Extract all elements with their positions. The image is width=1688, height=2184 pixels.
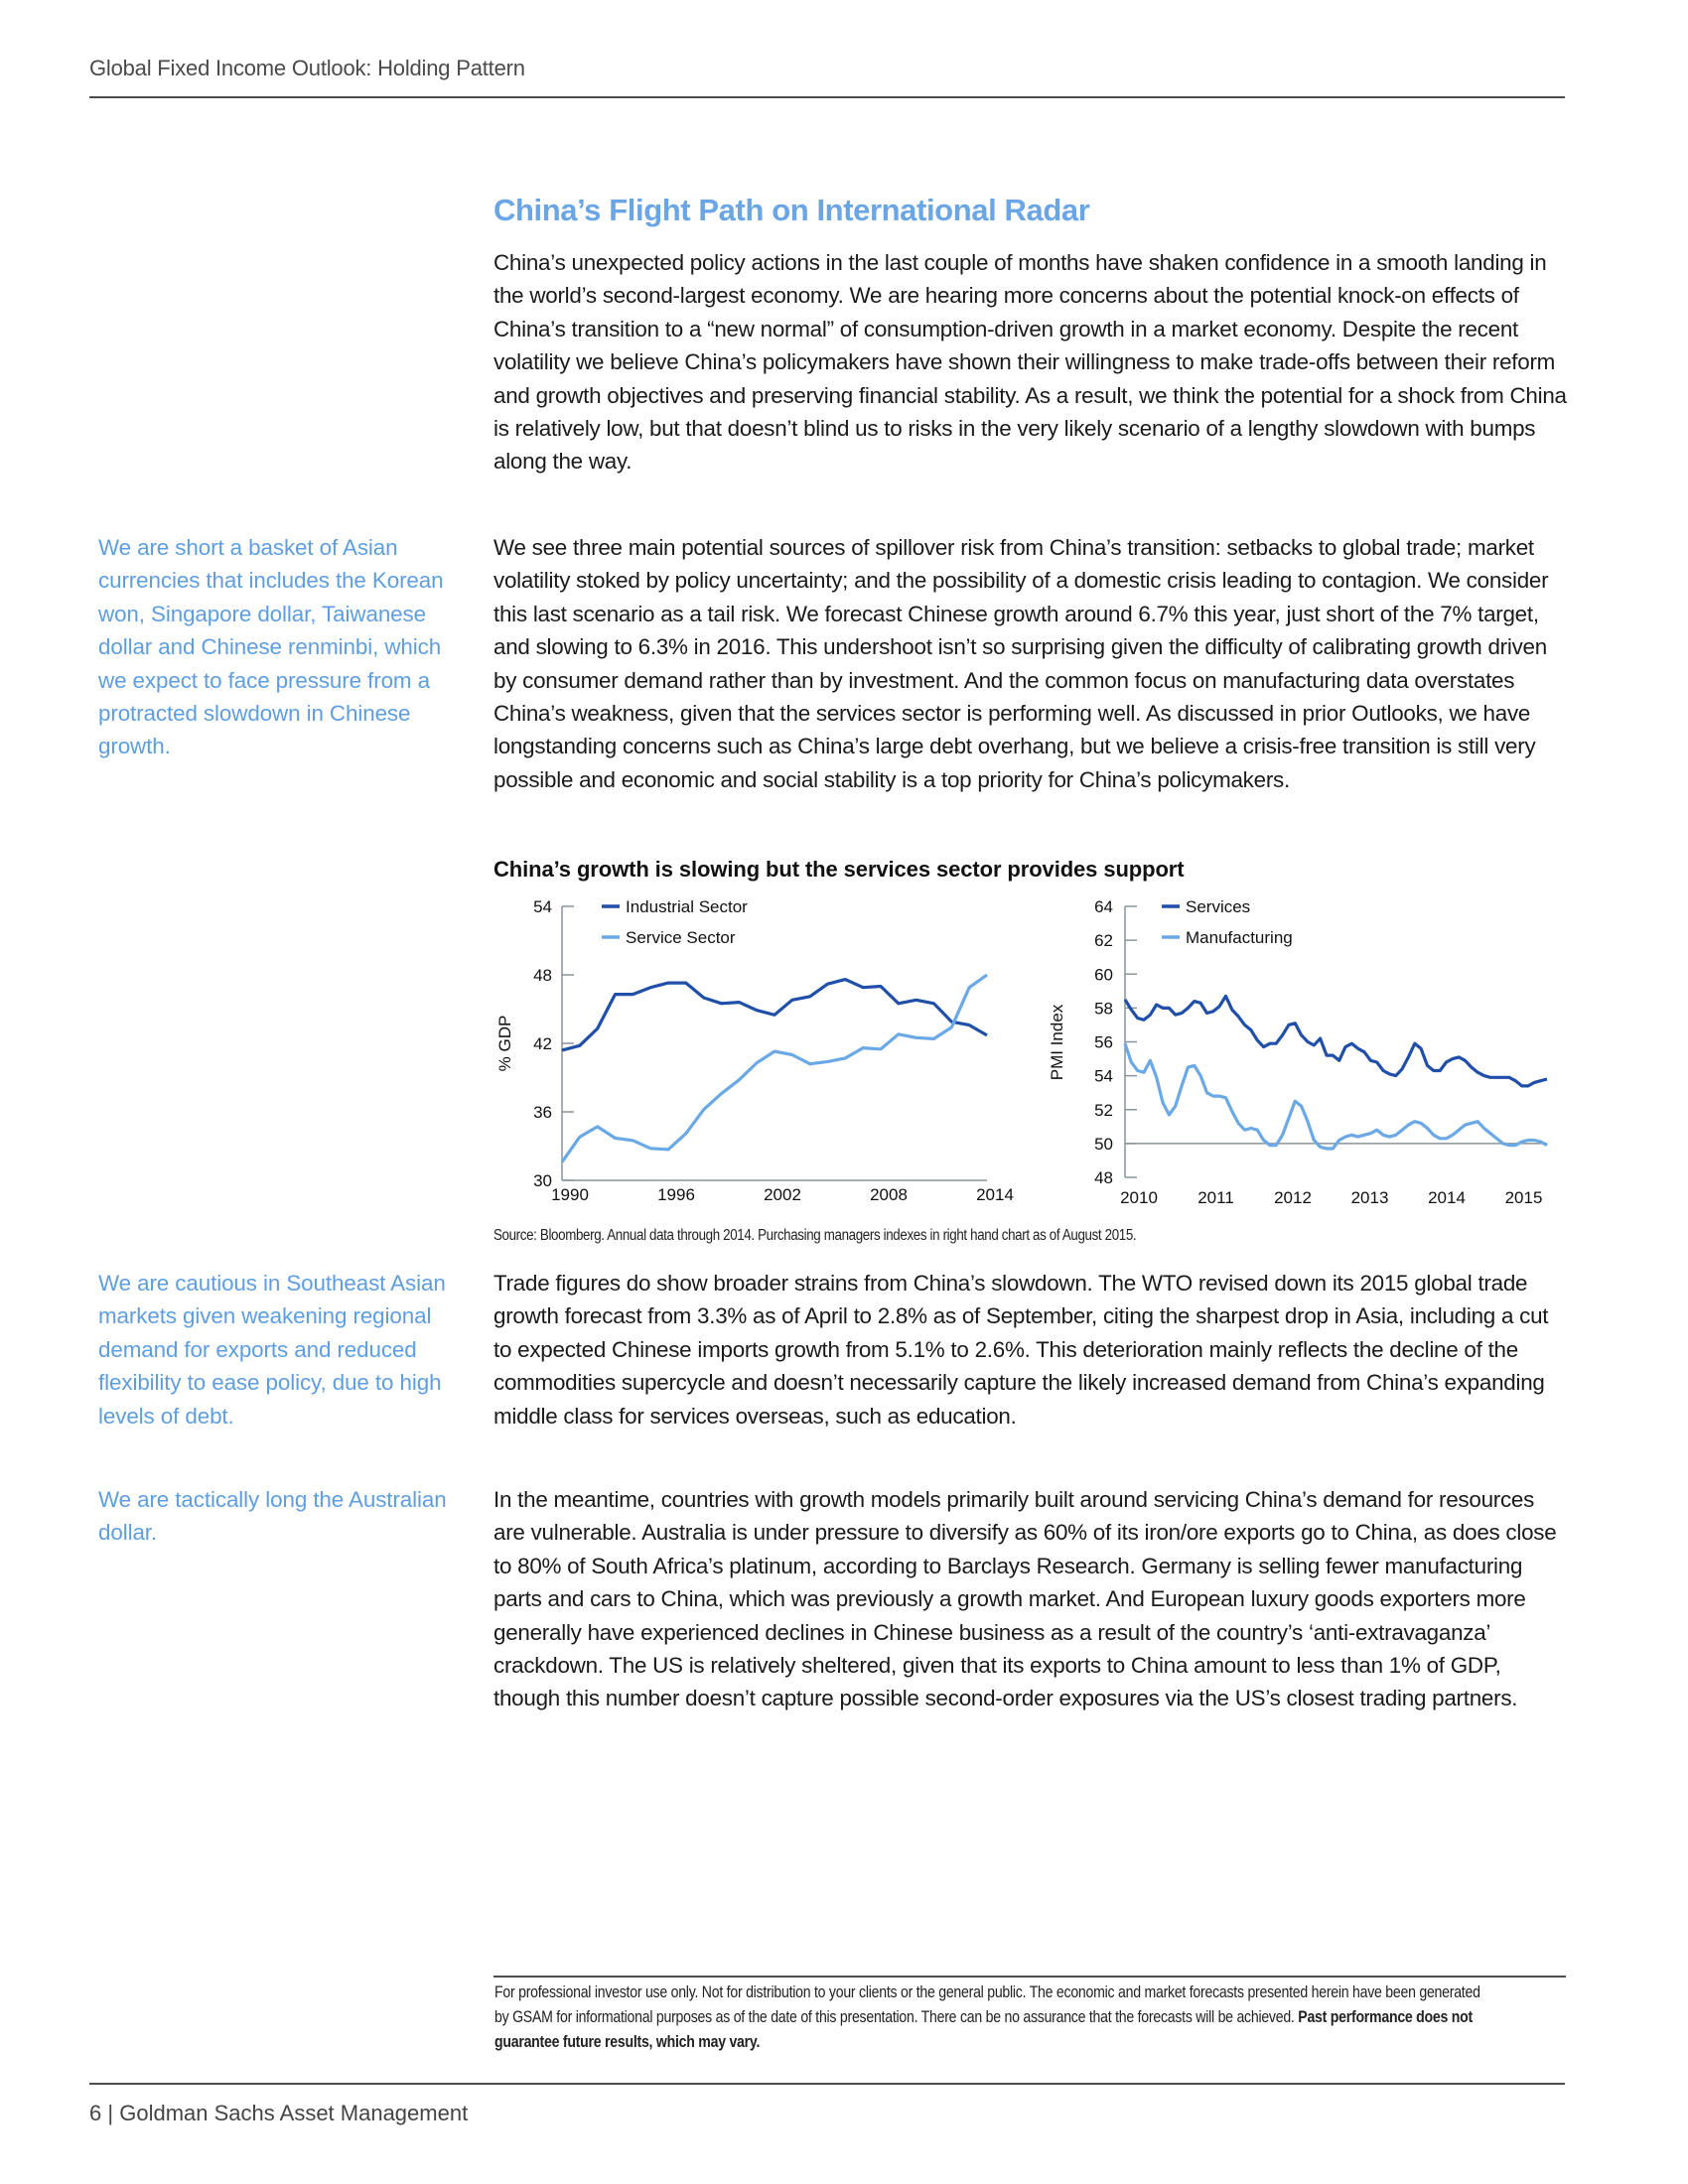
svg-text:1990: 1990 (551, 1185, 589, 1204)
x-ticks (1120, 1188, 1542, 1207)
disclaimer-text: For professional investor use only. Not for distribution to your clients or the general public. The economic and market forecasts presented herein have been generated by GSAM for informational purposes as of the date of this presentation. There can be no assurance that the forecasts will be achieved. (494, 1982, 1480, 2026)
svg-text:54: 54 (533, 897, 552, 916)
paragraph-3: Trade figures do show broader strains from China’s slowdown. The WTO revised down its 2015 global trade growth forecast from 3.3% as of April to 2.8% as of September, citing the sharpest drop in Asia, including a cut to expected Chinese imports growth from 5.1% to 2.6%. This deterioration mainly reflects the decline of the commodities supercycle and doesn’t necessarily capture the likely increased demand from China’s expanding middle class for services overseas, such as education. (493, 1271, 1549, 1429)
x-ticks (551, 1185, 1014, 1204)
legend (1162, 897, 1293, 947)
svg-text:2014: 2014 (1428, 1188, 1466, 1207)
legend-label-industrial: Industrial Sector (626, 897, 748, 916)
legend-label-services: Services (1186, 897, 1251, 916)
svg-text:56: 56 (1094, 1032, 1113, 1052)
svg-text:2002: 2002 (764, 1185, 801, 1204)
svg-text:2014: 2014 (976, 1185, 1014, 1204)
svg-text:2008: 2008 (870, 1185, 908, 1204)
paragraph-2: We see three main potential sources of spillover risk from China’s transition: setbacks to global trade; market volatility stoked by policy uncertainty; and the possibility of a domestic crisis leading to contagion. We consider this last scenario as a tail risk. We forecast Chinese growth around 6.7% this year, just short of the 7% target, and slowing to 6.3% in 2016. This undershoot isn’t so surprising given the difficulty of calibrating growth driven by consumer demand rather than by investment. And the common focus on manufacturing data overstates China’s weakness, given that the services sector is performing well. As discussed in prior Outlooks, we have longstanding concerns such as China’s large debt overhang, but we believe a crisis-free transition is still very possible and economic and social stability is a top priority for China’s policymakers. (493, 535, 1549, 792)
sidebar-note-1: We are short a basket of Asian currencies that includes the Korean won, Singapore dollar, Taiwanese dollar and Chinese renminbi, which we expect to face pressure from a protracted slowdown in Chinese growth. (98, 535, 444, 759)
disclaimer (494, 1979, 1483, 2054)
legend-label-manufacturing: Manufacturing (1186, 928, 1293, 947)
svg-text:64: 64 (1094, 897, 1113, 916)
page-number: 6 (89, 2101, 102, 2125)
svg-text:2010: 2010 (1120, 1188, 1158, 1207)
svg-text:30: 30 (533, 1171, 552, 1190)
svg-text:48: 48 (1094, 1168, 1113, 1187)
svg-text:52: 52 (1094, 1100, 1113, 1120)
svg-text:54: 54 (1094, 1066, 1113, 1086)
y-axis-label: PMI Index (1048, 1004, 1066, 1081)
paragraph-1: China’s unexpected policy actions in the last couple of months have shaken confidence in a smooth landing in the world’s second-largest economy. We are hearing more concerns about the potential knock-on effects of China’s transition to a “new normal” of consumption-driven growth in a market economy. Despite the recent volatility we believe China’s policymakers have shown their willingness to make trade-offs between their reform and growth objectives and preserving financial stability. As a result, we think the potential for a shock from China is relatively low, but that doesn’t blind us to risks in the very likely scenario of a lengthy slowdown with bumps along the way. (493, 250, 1567, 475)
svg-text:2012: 2012 (1274, 1188, 1312, 1207)
sidebar-note-2: We are cautious in Southeast Asian markets given weakening regional demand for exports and reduced flexibility to ease policy, due to high levels of debt. (98, 1271, 446, 1429)
legend (602, 897, 748, 947)
y-axis-label: % GDP (495, 1015, 514, 1072)
svg-text:2011: 2011 (1197, 1188, 1234, 1207)
disclaimer-top-rule (493, 1976, 1566, 1978)
svg-text:42: 42 (533, 1034, 552, 1053)
sidebar-note-3: We are tactically long the Australian dollar. (98, 1487, 447, 1546)
svg-text:2015: 2015 (1504, 1188, 1543, 1207)
svg-text:50: 50 (1094, 1134, 1113, 1154)
chart-gdp-share (487, 884, 1023, 1211)
page-footer (89, 2101, 468, 2126)
figure-title: China’s growth is slowing but the services sector provides support (493, 857, 1185, 882)
svg-text:48: 48 (533, 966, 552, 985)
footer-rule (89, 2083, 1565, 2085)
paragraph-4: In the meantime, countries with growth models primarily built around servicing China’s demand for resources are vulnerable. Australia is under pressure to diversify as 60% of its iron/ore exports go to China, as does close to 80% of South Africa’s platinum, according to Barclays Research. Germany is selling fewer manufacturing parts and cars to China, which was previously a growth market. And European luxury goods exporters more generally have experienced declines in Chinese business as a result of the country’s ‘anti-extravaganza’ crackdown. The US is relatively sheltered, given that its exports to China amount to less than 1% of GDP, though this number doesn’t capture possible second-order exposures via the US’s closest trading partners. (493, 1487, 1557, 1711)
svg-text:1996: 1996 (657, 1185, 695, 1204)
series-services-pmi (1125, 996, 1547, 1086)
disclaimer-bold-text: Past performance does not guarantee future results, which may vary. (494, 2007, 1473, 2051)
svg-text:60: 60 (1094, 965, 1113, 985)
chart-pmi (1033, 884, 1609, 1211)
footer-separator: | (107, 2101, 114, 2125)
header-rule (89, 96, 1565, 98)
svg-text:58: 58 (1094, 999, 1113, 1019)
legend-label-service: Service Sector (626, 928, 736, 947)
figure-source: Source: Bloomberg. Annual data through 2014. Purchasing managers indexes in right hand chart as of August 2015. (493, 1227, 1137, 1244)
running-header-title: Global Fixed Income Outlook: Holding Pattern (89, 56, 525, 80)
footer-publisher: Goldman Sachs Asset Management (119, 2101, 469, 2125)
section-title: China’s Flight Path on International Radar (493, 193, 1090, 227)
svg-text:36: 36 (533, 1103, 552, 1122)
svg-text:2013: 2013 (1350, 1188, 1389, 1207)
y-ticks (533, 897, 574, 1190)
svg-text:62: 62 (1094, 931, 1113, 951)
